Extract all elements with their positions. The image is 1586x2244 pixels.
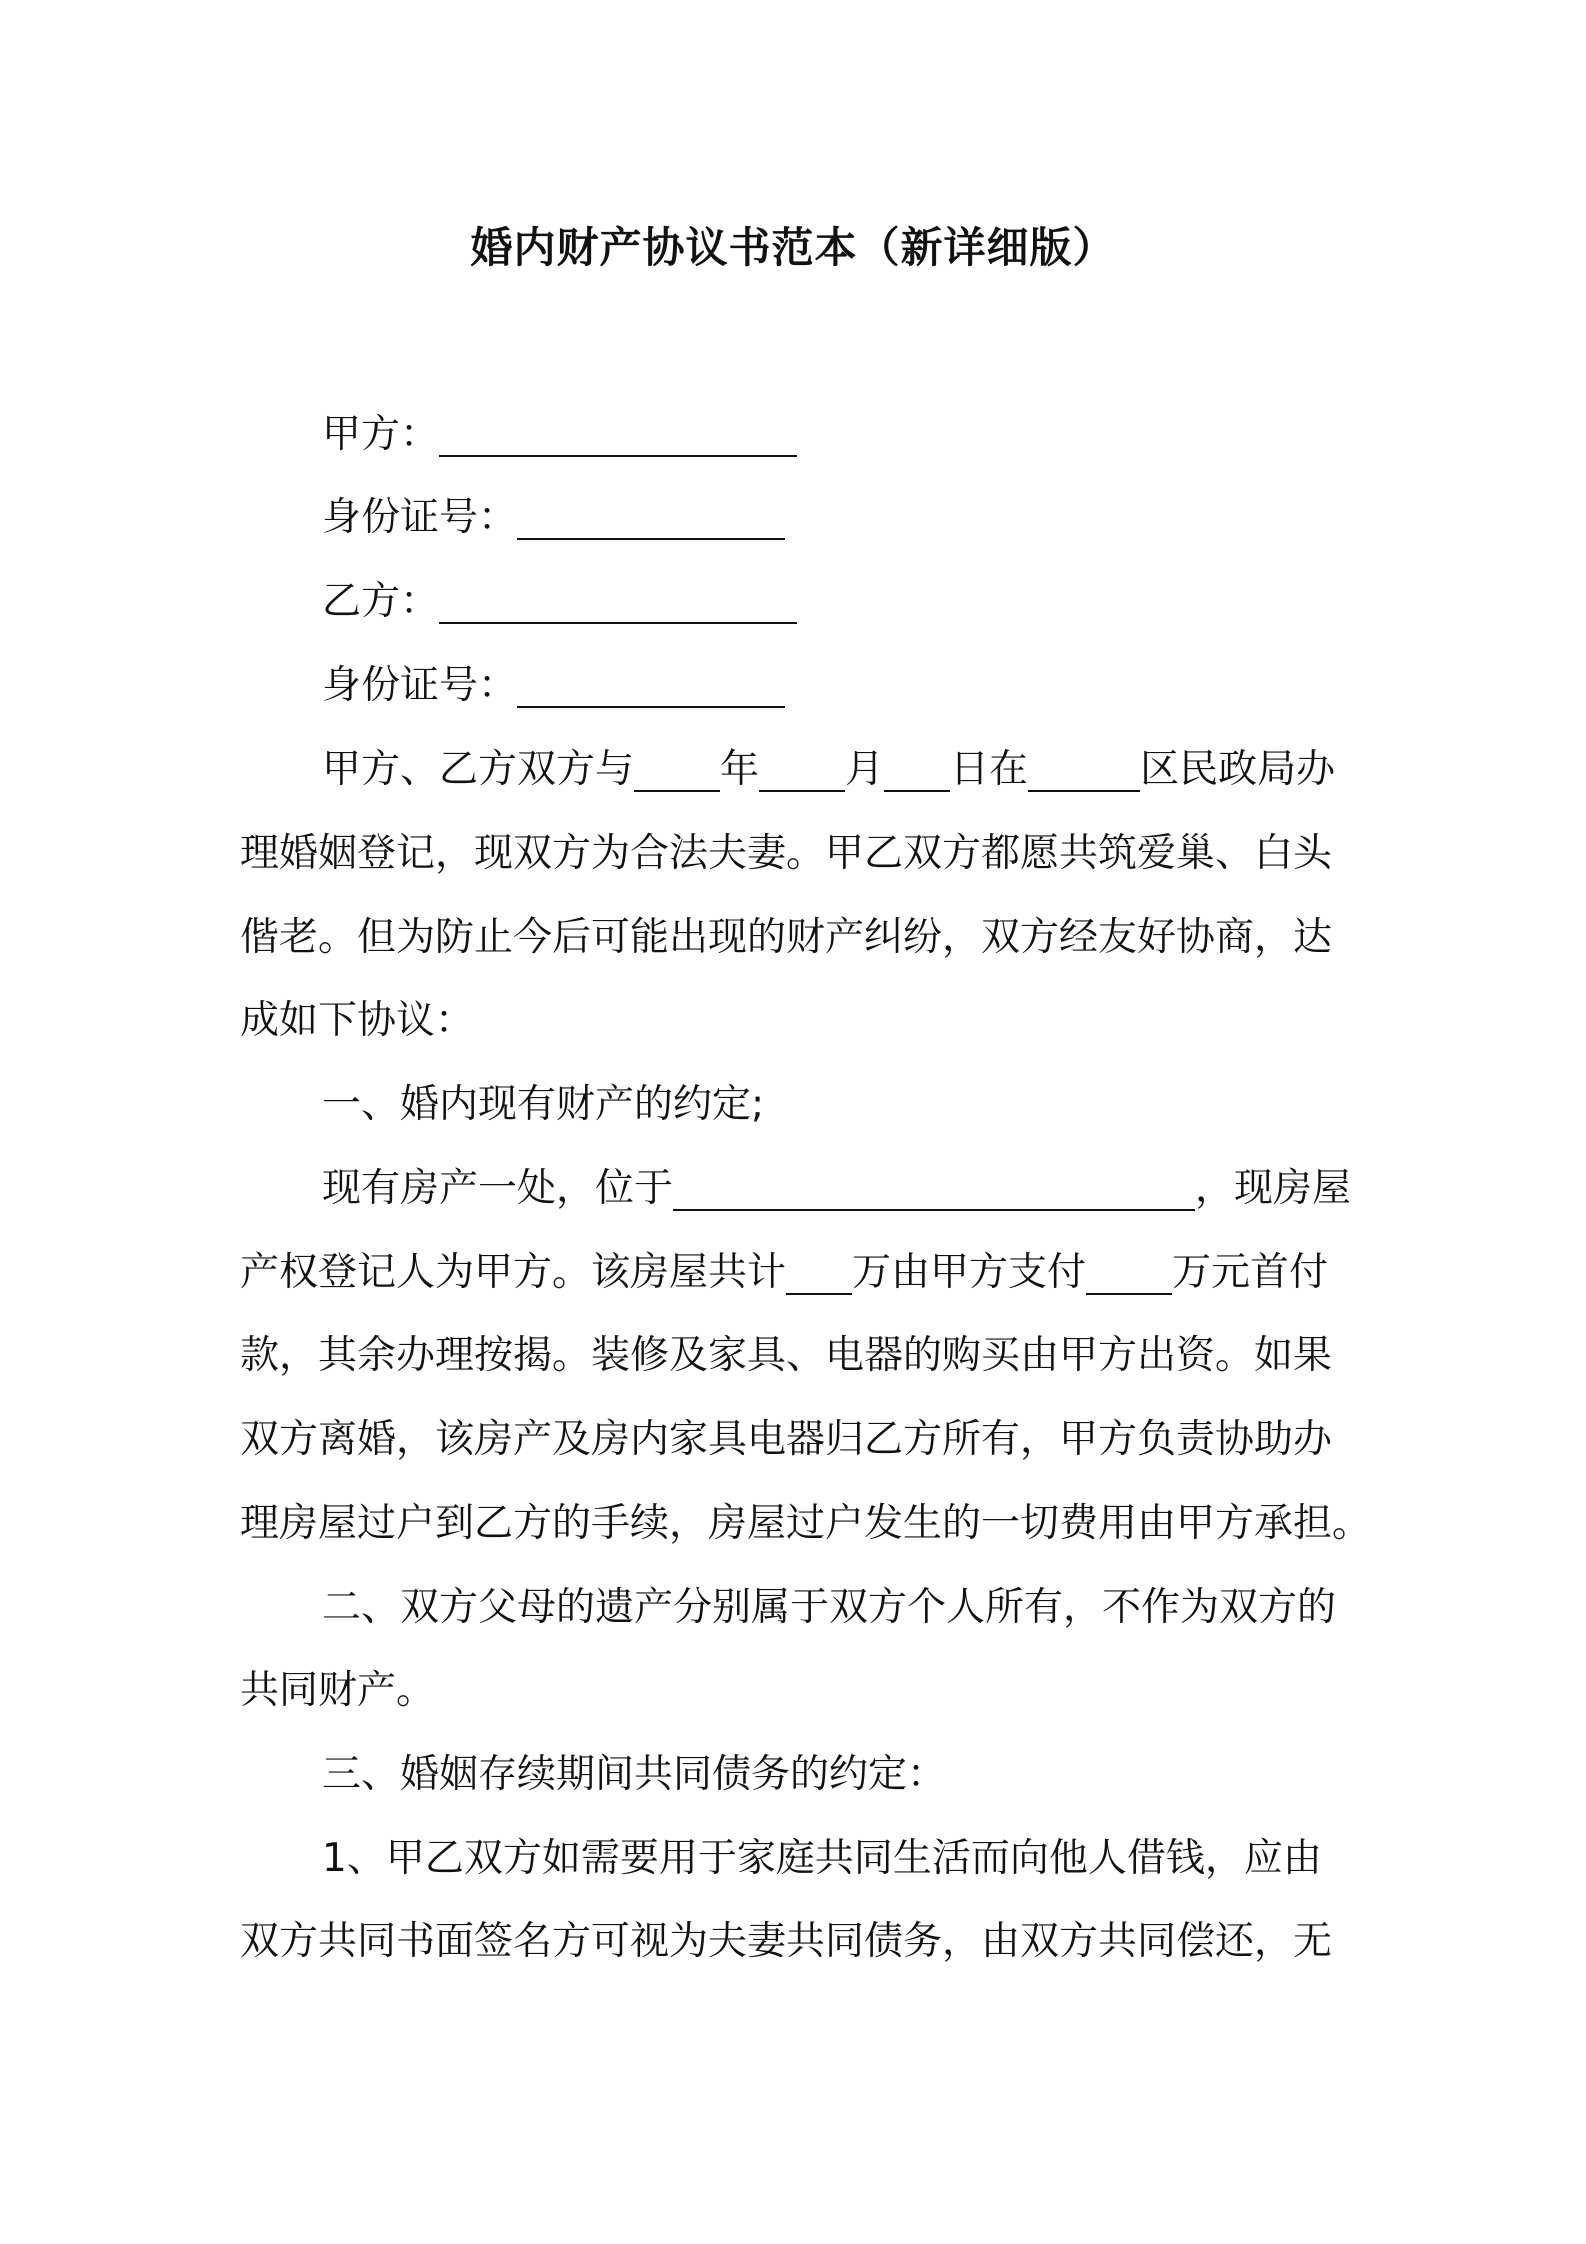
section-1-heading: 一、婚内现有财产的约定;	[322, 1082, 765, 1127]
down-payment-blank	[1086, 1249, 1172, 1295]
day-blank	[884, 746, 950, 792]
party-b-row	[322, 572, 1452, 632]
month-label: 月	[845, 747, 885, 792]
day-label: 日在	[950, 747, 1029, 792]
id-a-blank	[517, 494, 785, 540]
property-text-end: ，现房屋	[1195, 1166, 1352, 1211]
section-2-line-2: 共同财产。	[240, 1668, 436, 1713]
id-a-label: 身份证号：	[322, 495, 518, 540]
section-1-line-2	[240, 1243, 1370, 1303]
year-label: 年	[720, 747, 760, 792]
id-b-row	[322, 656, 1452, 716]
total-price-text: 产权登记人为甲方。该房屋共计	[240, 1250, 787, 1295]
party-a-row	[322, 405, 1452, 465]
total-price-blank	[786, 1249, 852, 1295]
section-2-line-1: 二、双方父母的遗产分别属于双方个人所有，不作为双方的	[322, 1585, 1337, 1630]
district-label: 区民政局办	[1140, 747, 1336, 792]
section-1-line-4: 双方离婚，该房产及房内家具电器归乙方所有，甲方负责协助办	[240, 1417, 1333, 1462]
intro-text: 甲方、乙方双方与	[322, 747, 635, 792]
down-payment-text: 万由甲方支付	[852, 1250, 1087, 1295]
section-3-item-1-line-2: 双方共同书面签名方可视为夫妻共同债务，由双方共同偿还，无	[240, 1919, 1333, 1964]
party-b-blank	[439, 578, 797, 624]
document-title: 婚内财产协议书范本（新详细版）	[470, 223, 1116, 272]
intro-line-1	[322, 740, 1452, 800]
section-1-line-1	[322, 1159, 1452, 1219]
year-blank	[634, 746, 720, 792]
intro-line-2: 理婚姻登记，现双方为合法夫妻。甲乙双方都愿共筑爱巢、白头	[240, 831, 1333, 876]
party-a-label: 甲方：	[322, 412, 440, 457]
month-blank	[759, 746, 845, 792]
party-b-label: 乙方：	[322, 579, 440, 624]
section-3-heading: 三、婚姻存续期间共同债务的约定：	[322, 1752, 947, 1797]
section-1-line-3: 款，其余办理按揭。装修及家具、电器的购买由甲方出资。如果	[240, 1333, 1333, 1378]
id-a-row	[322, 488, 1452, 548]
property-location-blank	[673, 1165, 1195, 1211]
section-3-item-1-line-1: 1、甲乙双方如需要用于家庭共同生活而向他人借钱，应由	[322, 1836, 1322, 1881]
intro-line-3: 偕老。但为防止今后可能出现的财产纠纷，双方经友好协商，达	[240, 915, 1333, 960]
down-payment-text-end: 万元首付	[1172, 1250, 1329, 1295]
id-b-blank	[517, 662, 785, 708]
district-blank	[1028, 746, 1140, 792]
property-location-text: 现有房产一处，位于	[322, 1166, 674, 1211]
section-1-line-5: 理房屋过户到乙方的手续，房屋过户发生的一切费用由甲方承担。	[240, 1501, 1372, 1546]
party-a-blank	[439, 411, 797, 457]
intro-line-4: 成如下协议：	[240, 998, 475, 1043]
id-b-label: 身份证号：	[322, 663, 518, 708]
